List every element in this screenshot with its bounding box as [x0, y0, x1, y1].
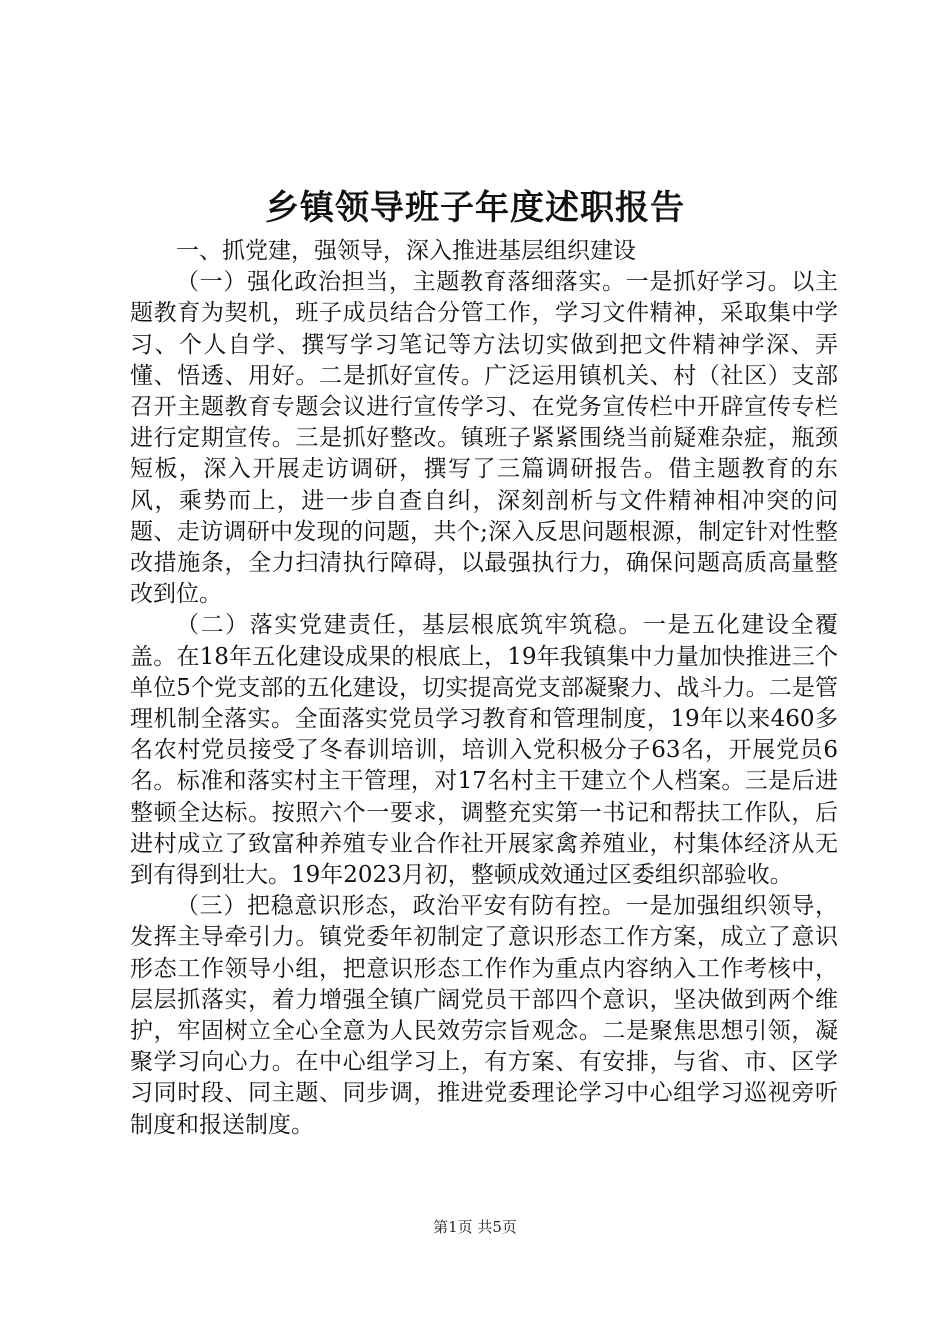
page-title: 乡镇领导班子年度述职报告 [265, 188, 685, 228]
body-paragraph: （一）强化政治担当，主题教育落细落实。一是抓好学习。以主题教育为契机，班子成员结合分管工作，学习文件精神，采取集中学习、个人自学、撰写学习笔记等方法切实做到把文件精神学深、弄懂、悟透、用好。二是抓好宣传。广泛运用镇机关、村（社区）支部召开主题教育专题会议进行宣传学习、在党务宣传栏中开辟宣传专栏进行定期宣传。三是抓好整改。镇班子紧紧围绕当前疑难杂症，瓶颈短板，深入开展走访调研，撰写了三篇调研报告。借主题教育的东风，乘势而上，进一步自查自纠，深刻剖析与文件精神相冲突的问题、走访调研中发现的问题，共个;深入反思问题根源，制定针对性整改措施条，全力扫清执行障碍，以最强执行力，确保问题高质高量整改到位。 [130, 269, 838, 608]
body-paragraph: （二）落实党建责任，基层根底筑牢筑稳。一是五化建设全覆盖。在18年五化建设成果的根底上，19年我镇集中力量加快推进三个单位5个党支部的五化建设，切实提高党支部凝聚力、战斗力。二是管理机制全落实。全面落实党员学习教育和管理制度，19年以来460多名农村党员接受了冬春训培训，培训入党积极分子63名，开展党员6名。标准和落实村主干管理，对17名村主干建立个人档案。三是后进整顿全达标。按照六个一要求，调整充实第一书记和帮扶工作队，后进村成立了致富种养殖专业合作社开展家禽养殖业，村集体经济从无到有得到壮大。19年2023月初，整顿成效通过区委组织部验收。 [130, 612, 838, 889]
page-footer: 第1页 共5页 [433, 1218, 517, 1236]
body-paragraph: （三）把稳意识形态，政治平安有防有控。一是加强组织领导，发挥主导牵引力。镇党委年初制定了意识形态工作方案，成立了意识形态工作领导小组，把意识形态工作作为重点内容纳入工作考核中，层层抓落实，着力增强全镇广阔党员干部四个意识，坚决做到两个维护，牢固树立全心全意为人民效劳宗旨观念。二是聚焦思想引领，凝聚学习向心力。在中心组学习上，有方案、有安排，与省、市、区学习同时段、同主题、同步调，推进党委理论学习中心组学习巡视旁听制度和报送制度。 [130, 893, 838, 1138]
document-body [130, 236, 838, 1141]
section-heading: 一、抓党建，强领导，深入推进基层组织建设 [176, 238, 636, 264]
